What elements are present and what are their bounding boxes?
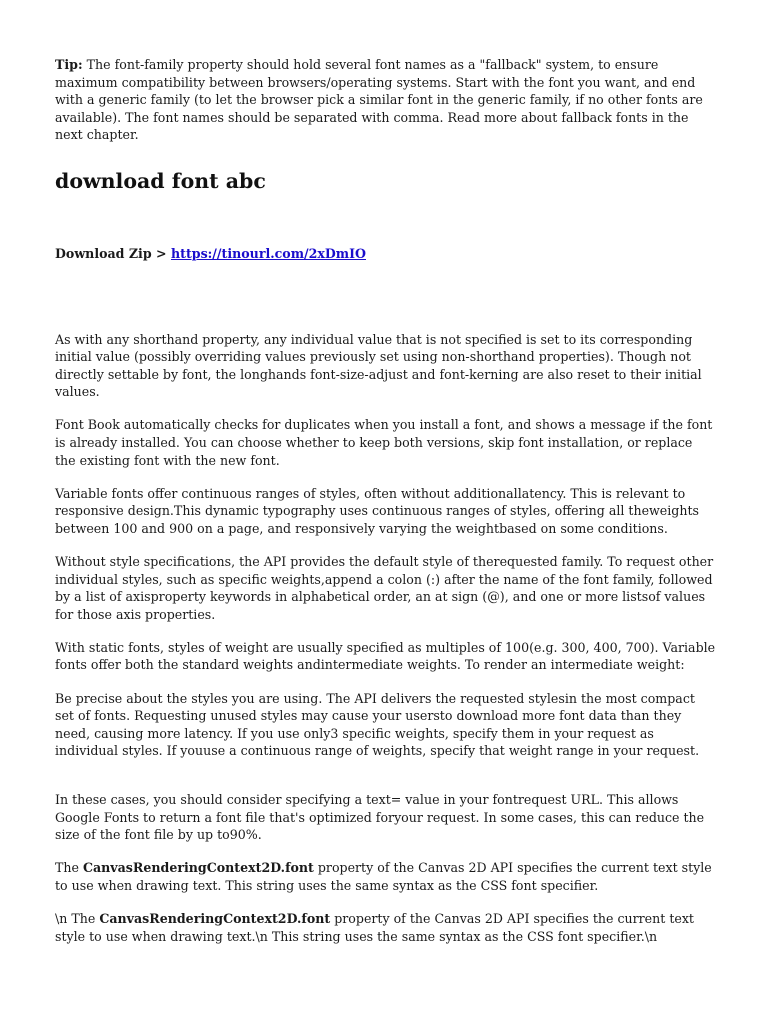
tip-text: The font-family property should hold several font names as a "fallback" system, to ensure maximum compatibility between browsers/operating systems. Start with the font you want, and end with a generic family (to let the browser pick a similar font in the generic family, if no other fonts are available). The font names should be separated with comma. Read more about fallback fonts in the next chapter. (55, 57, 703, 143)
paragraph-style-specifications: Without style specifications, the API provides the default style of therequested family. To request other individual styles, such as specific weights,append a colon (:) after the name of the font family, followed by a list of axisproperty keywords in alphabetical order, an at sign (@), and one or more listsof values for those axis properties. (55, 554, 714, 622)
tip-paragraph (55, 56, 716, 144)
canvas-escaped-description: property of the Canvas 2D API specifies the current text style to use when drawing text.\n This string uses the same syntax as the CSS font specifier.\n (55, 910, 694, 944)
download-line (55, 245, 716, 263)
paragraph-text-value: In these cases, you should consider specifying a text= value in your fontrequest URL. This allows Google Fonts to return a font file that's optimized foryour request. In some cases, this can reduce the size of the font file by up to90%. (55, 791, 705, 843)
canvas-escaped-prefix: \n The (55, 910, 100, 926)
paragraph-font-book: Font Book automatically checks for duplicates when you install a font, and shows a message if the font is already installed. You can choose whether to keep both versions, skip font installation, or replace the existing font with the new font. (55, 417, 713, 468)
paragraph-shorthand: As with any shorthand property, any individual value that is not specified is set to its corresponding initial value (possibly overriding values previously set using non-shorthand properties). Though not directly settable by font, the longhands font-size-adjust and font-kerning are also reset to their initial values. (55, 331, 702, 400)
download-label: Download Zip > (55, 245, 171, 261)
canvas-prefix: The (55, 860, 83, 876)
paragraph-static-fonts: With static fonts, styles of weight are usually specified as multiples of 100(e.g. 300, 400, 700). Variable fonts offer both the standard weights andintermediate weights. To render an intermediate weight: (55, 639, 716, 673)
paragraph-variable-fonts: Variable fonts offer continuous ranges of styles, often without additionallatency. This is relevant to responsive design.This dynamic typography uses continuous ranges of styles, offering all theweights between 100 and 900 on a page, and responsively varying the weightbased on some conditions. (55, 485, 699, 536)
paragraph-canvas-font-escaped (55, 910, 716, 945)
tip-label: Tip: (55, 57, 83, 72)
paragraph-canvas-font (55, 859, 716, 894)
page-heading: download font abc (55, 168, 266, 193)
paragraph-precise-styles: Be precise about the styles you are using. The API delivers the requested stylesin the most compact set of fonts. Requesting unused styles may cause your usersto download more font data than they need, causing more latency. If you use only3 specific weights, specify them in your request as individual styles. If youuse a continuous range of weights, specify that weight range in your request. (55, 690, 700, 759)
canvas-property-name: CanvasRenderingContext2D.font (82, 860, 314, 876)
download-link[interactable]: https://tinourl.com/2xDmIO (170, 245, 366, 261)
canvas-description: property of the Canvas 2D API specifies the current text style to use when drawing text. This string uses the same syntax as the CSS font specifier. (55, 860, 712, 893)
canvas-escaped-property-name: CanvasRenderingContext2D.font (99, 910, 331, 926)
